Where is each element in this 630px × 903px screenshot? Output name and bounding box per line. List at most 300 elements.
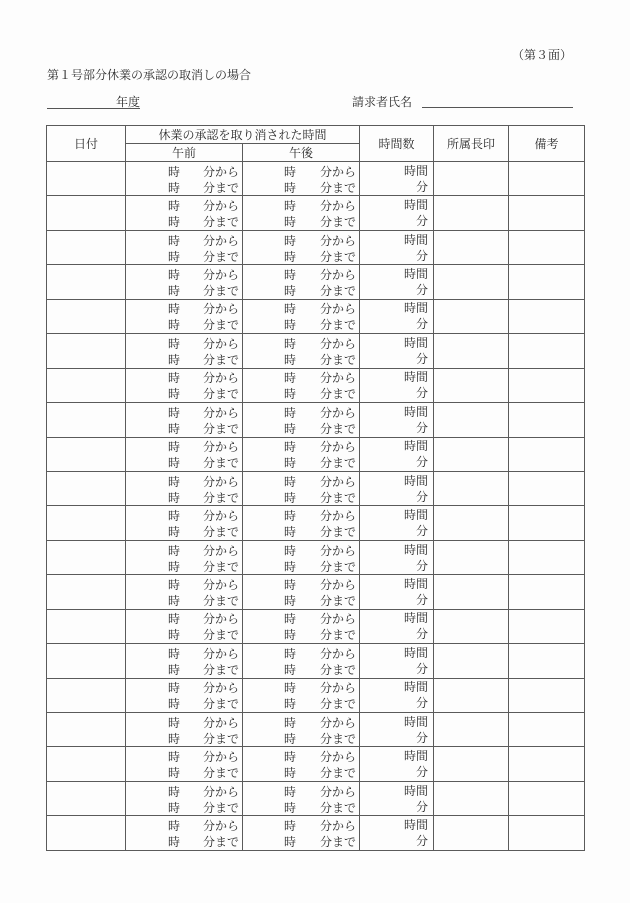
hours-count-cell[interactable] bbox=[360, 575, 434, 609]
remarks-cell[interactable] bbox=[509, 781, 585, 815]
hour-unit-label: 時 bbox=[284, 525, 297, 540]
minutes-unit-label: 分 bbox=[416, 592, 429, 607]
date-cell[interactable] bbox=[47, 540, 126, 574]
date-cell[interactable] bbox=[47, 196, 126, 230]
hour-unit-label: 時 bbox=[168, 784, 181, 799]
minutes-unit-label: 分 bbox=[416, 834, 429, 849]
hours-count-cell[interactable] bbox=[360, 162, 434, 196]
minute-from-label: 分から bbox=[203, 509, 240, 524]
date-cell[interactable] bbox=[47, 575, 126, 609]
am-time-cell[interactable] bbox=[126, 437, 243, 471]
hour-unit-label: 時 bbox=[168, 662, 181, 677]
minute-from-label: 分から bbox=[203, 543, 240, 558]
hour-unit-label: 時 bbox=[284, 800, 297, 815]
hour-unit-label: 時 bbox=[284, 371, 297, 386]
hour-unit-label: 時 bbox=[284, 249, 297, 264]
hour-unit-label: 時 bbox=[284, 164, 297, 179]
minute-from-label: 分から bbox=[203, 681, 240, 696]
supervisor-seal-cell[interactable] bbox=[434, 506, 509, 540]
pm-time-cell[interactable] bbox=[243, 678, 360, 712]
hour-unit-label: 時 bbox=[168, 628, 181, 643]
hour-unit-label: 時 bbox=[284, 835, 297, 850]
remarks-cell[interactable] bbox=[509, 162, 585, 196]
hour-unit-label: 時 bbox=[168, 819, 181, 834]
remarks-cell[interactable] bbox=[509, 368, 585, 402]
minute-until-label: 分まで bbox=[203, 697, 240, 712]
header-am: 午前 bbox=[126, 144, 243, 162]
minutes-unit-label: 分 bbox=[416, 661, 429, 676]
header-date: 日付 bbox=[47, 126, 126, 162]
date-cell[interactable] bbox=[47, 816, 126, 850]
am-time-cell[interactable] bbox=[126, 713, 243, 747]
hour-unit-label: 時 bbox=[168, 336, 181, 351]
hour-unit-label: 時 bbox=[284, 750, 297, 765]
minute-from-label: 分から bbox=[320, 509, 357, 524]
date-cell[interactable] bbox=[47, 437, 126, 471]
minute-until-label: 分まで bbox=[320, 249, 357, 264]
minute-until-label: 分まで bbox=[320, 215, 357, 230]
table-row bbox=[47, 747, 585, 781]
hour-unit-label: 時 bbox=[284, 766, 297, 781]
hours-count-cell[interactable] bbox=[360, 781, 434, 815]
hours-count-cell[interactable] bbox=[360, 678, 434, 712]
hour-unit-label: 時 bbox=[284, 697, 297, 712]
applicant-name-label: 請求者氏名 bbox=[352, 95, 413, 109]
minute-from-label: 分から bbox=[203, 577, 240, 592]
hours-unit-label: 時間 bbox=[404, 267, 429, 282]
date-cell[interactable] bbox=[47, 471, 126, 505]
minute-from-label: 分から bbox=[203, 371, 240, 386]
hour-unit-label: 時 bbox=[284, 421, 297, 436]
minute-from-label: 分から bbox=[320, 371, 357, 386]
pm-time-cell[interactable] bbox=[243, 368, 360, 402]
hour-unit-label: 時 bbox=[168, 800, 181, 815]
hour-unit-label: 時 bbox=[168, 405, 181, 420]
hours-unit-label: 時間 bbox=[404, 542, 429, 557]
minute-until-label: 分まで bbox=[203, 593, 240, 608]
hour-unit-label: 時 bbox=[168, 750, 181, 765]
remarks-cell[interactable] bbox=[509, 678, 585, 712]
hour-unit-label: 時 bbox=[168, 249, 181, 264]
minutes-unit-label: 分 bbox=[416, 524, 429, 539]
minutes-unit-label: 分 bbox=[416, 799, 429, 814]
minutes-unit-label: 分 bbox=[416, 558, 429, 573]
pm-time-cell[interactable] bbox=[243, 230, 360, 264]
remarks-cell[interactable] bbox=[509, 609, 585, 643]
hour-unit-label: 時 bbox=[284, 715, 297, 730]
hour-unit-label: 時 bbox=[168, 180, 181, 195]
hour-unit-label: 時 bbox=[168, 646, 181, 661]
hour-unit-label: 時 bbox=[284, 784, 297, 799]
minute-until-label: 分まで bbox=[320, 628, 357, 643]
pm-time-cell[interactable] bbox=[243, 781, 360, 815]
minute-until-label: 分まで bbox=[320, 284, 357, 299]
minute-from-label: 分から bbox=[203, 784, 240, 799]
hours-unit-label: 時間 bbox=[404, 163, 429, 178]
fiscal-year-label: 年度 bbox=[115, 95, 140, 109]
supervisor-seal-cell[interactable] bbox=[434, 575, 509, 609]
hours-count-cell[interactable] bbox=[360, 230, 434, 264]
minutes-unit-label: 分 bbox=[416, 317, 429, 332]
am-time-cell[interactable] bbox=[126, 471, 243, 505]
minute-from-label: 分から bbox=[203, 612, 240, 627]
pm-time-cell[interactable] bbox=[243, 265, 360, 299]
hour-unit-label: 時 bbox=[284, 318, 297, 333]
date-cell[interactable] bbox=[47, 334, 126, 368]
table-row bbox=[47, 162, 585, 196]
table-row bbox=[47, 437, 585, 471]
minute-until-label: 分まで bbox=[203, 284, 240, 299]
supervisor-seal-cell[interactable] bbox=[434, 437, 509, 471]
am-time-cell[interactable] bbox=[126, 403, 243, 437]
remarks-cell[interactable] bbox=[509, 644, 585, 678]
supervisor-seal-cell[interactable] bbox=[434, 747, 509, 781]
date-cell[interactable] bbox=[47, 713, 126, 747]
hour-unit-label: 時 bbox=[168, 593, 181, 608]
minutes-unit-label: 分 bbox=[416, 455, 429, 470]
remarks-cell[interactable] bbox=[509, 437, 585, 471]
remarks-cell[interactable] bbox=[509, 196, 585, 230]
minute-until-label: 分まで bbox=[320, 593, 357, 608]
minute-from-label: 分から bbox=[320, 164, 357, 179]
hours-unit-label: 時間 bbox=[404, 508, 429, 523]
hour-unit-label: 時 bbox=[168, 559, 181, 574]
date-cell[interactable] bbox=[47, 265, 126, 299]
minutes-unit-label: 分 bbox=[416, 730, 429, 745]
hours-unit-label: 時間 bbox=[404, 749, 429, 764]
hours-count-cell[interactable] bbox=[360, 437, 434, 471]
hours-count-cell[interactable] bbox=[360, 334, 434, 368]
supervisor-seal-cell[interactable] bbox=[434, 162, 509, 196]
minute-until-label: 分まで bbox=[320, 800, 357, 815]
hour-unit-label: 時 bbox=[284, 662, 297, 677]
minute-until-label: 分まで bbox=[320, 490, 357, 505]
minute-from-label: 分から bbox=[203, 715, 240, 730]
supervisor-seal-cell[interactable] bbox=[434, 781, 509, 815]
minute-until-label: 分まで bbox=[203, 766, 240, 781]
hours-unit-label: 時間 bbox=[404, 611, 429, 626]
hours-unit-label: 時間 bbox=[404, 439, 429, 454]
pm-time-cell[interactable] bbox=[243, 540, 360, 574]
minute-until-label: 分まで bbox=[203, 318, 240, 333]
hours-count-cell[interactable] bbox=[360, 747, 434, 781]
pm-time-cell[interactable] bbox=[243, 644, 360, 678]
date-cell[interactable] bbox=[47, 747, 126, 781]
table-row bbox=[47, 334, 585, 368]
hour-unit-label: 時 bbox=[168, 697, 181, 712]
minute-from-label: 分から bbox=[320, 819, 357, 834]
table-row bbox=[47, 644, 585, 678]
minutes-unit-label: 分 bbox=[416, 386, 429, 401]
remarks-cell[interactable] bbox=[509, 299, 585, 333]
minute-until-label: 分まで bbox=[203, 559, 240, 574]
hours-unit-label: 時間 bbox=[404, 404, 429, 419]
pm-time-cell[interactable] bbox=[243, 162, 360, 196]
minute-until-label: 分まで bbox=[320, 835, 357, 850]
hours-count-cell[interactable] bbox=[360, 816, 434, 850]
minute-until-label: 分まで bbox=[320, 352, 357, 367]
hour-unit-label: 時 bbox=[168, 318, 181, 333]
hours-count-cell[interactable] bbox=[360, 403, 434, 437]
date-cell[interactable] bbox=[47, 403, 126, 437]
date-cell[interactable] bbox=[47, 678, 126, 712]
hour-unit-label: 時 bbox=[168, 440, 181, 455]
form-title: 第１号部分休業の承認の取消しの場合 bbox=[47, 68, 252, 82]
remarks-cell[interactable] bbox=[509, 334, 585, 368]
hour-unit-label: 時 bbox=[168, 302, 181, 317]
hour-unit-label: 時 bbox=[284, 628, 297, 643]
supervisor-seal-cell[interactable] bbox=[434, 299, 509, 333]
minute-from-label: 分から bbox=[320, 543, 357, 558]
minute-until-label: 分まで bbox=[203, 628, 240, 643]
minute-from-label: 分から bbox=[203, 336, 240, 351]
pm-time-cell[interactable] bbox=[243, 403, 360, 437]
minute-from-label: 分から bbox=[320, 750, 357, 765]
remarks-cell[interactable] bbox=[509, 575, 585, 609]
table-row bbox=[47, 265, 585, 299]
remarks-cell[interactable] bbox=[509, 265, 585, 299]
supervisor-seal-cell[interactable] bbox=[434, 230, 509, 264]
hour-unit-label: 時 bbox=[168, 387, 181, 402]
pm-time-cell[interactable] bbox=[243, 437, 360, 471]
supervisor-seal-cell[interactable] bbox=[434, 196, 509, 230]
am-time-cell[interactable] bbox=[126, 334, 243, 368]
hour-unit-label: 時 bbox=[284, 509, 297, 524]
minute-from-label: 分から bbox=[203, 302, 240, 317]
hour-unit-label: 時 bbox=[284, 387, 297, 402]
remarks-cell[interactable] bbox=[509, 816, 585, 850]
remarks-cell[interactable] bbox=[509, 540, 585, 574]
minutes-unit-label: 分 bbox=[416, 283, 429, 298]
table-row bbox=[47, 299, 585, 333]
table-row bbox=[47, 196, 585, 230]
hour-unit-label: 時 bbox=[284, 577, 297, 592]
remarks-cell[interactable] bbox=[509, 747, 585, 781]
supervisor-seal-cell[interactable] bbox=[434, 644, 509, 678]
date-cell[interactable] bbox=[47, 644, 126, 678]
minute-from-label: 分から bbox=[203, 646, 240, 661]
am-time-cell[interactable] bbox=[126, 196, 243, 230]
hour-unit-label: 時 bbox=[284, 180, 297, 195]
table-row bbox=[47, 403, 585, 437]
am-time-cell[interactable] bbox=[126, 781, 243, 815]
hours-count-cell[interactable] bbox=[360, 265, 434, 299]
applicant-name-field[interactable] bbox=[422, 107, 573, 108]
minute-until-label: 分まで bbox=[320, 318, 357, 333]
hours-count-cell[interactable] bbox=[360, 713, 434, 747]
am-time-cell[interactable] bbox=[126, 575, 243, 609]
table-row bbox=[47, 471, 585, 505]
fiscal-year-field[interactable] bbox=[47, 93, 140, 109]
hours-count-cell[interactable] bbox=[360, 299, 434, 333]
minute-from-label: 分から bbox=[320, 715, 357, 730]
supervisor-seal-cell[interactable] bbox=[434, 403, 509, 437]
hours-count-cell[interactable] bbox=[360, 471, 434, 505]
am-time-cell[interactable] bbox=[126, 609, 243, 643]
hour-unit-label: 時 bbox=[284, 352, 297, 367]
supervisor-seal-cell[interactable] bbox=[434, 540, 509, 574]
am-time-cell[interactable] bbox=[126, 299, 243, 333]
hour-unit-label: 時 bbox=[284, 268, 297, 283]
hour-unit-label: 時 bbox=[168, 199, 181, 214]
supervisor-seal-cell[interactable] bbox=[434, 368, 509, 402]
hours-unit-label: 時間 bbox=[404, 301, 429, 316]
am-time-cell[interactable] bbox=[126, 678, 243, 712]
hours-count-cell[interactable] bbox=[360, 540, 434, 574]
hour-unit-label: 時 bbox=[284, 731, 297, 746]
date-cell[interactable] bbox=[47, 299, 126, 333]
hours-unit-label: 時間 bbox=[404, 680, 429, 695]
hour-unit-label: 時 bbox=[168, 268, 181, 283]
hours-count-cell[interactable] bbox=[360, 644, 434, 678]
hour-unit-label: 時 bbox=[168, 509, 181, 524]
supervisor-seal-cell[interactable] bbox=[434, 471, 509, 505]
supervisor-seal-cell[interactable] bbox=[434, 816, 509, 850]
pm-time-cell[interactable] bbox=[243, 816, 360, 850]
hour-unit-label: 時 bbox=[168, 215, 181, 230]
am-time-cell[interactable] bbox=[126, 747, 243, 781]
hour-unit-label: 時 bbox=[168, 681, 181, 696]
minute-from-label: 分から bbox=[203, 268, 240, 283]
hour-unit-label: 時 bbox=[168, 525, 181, 540]
table-row bbox=[47, 575, 585, 609]
supervisor-seal-cell[interactable] bbox=[434, 334, 509, 368]
supervisor-seal-cell[interactable] bbox=[434, 609, 509, 643]
pm-time-cell[interactable] bbox=[243, 471, 360, 505]
date-cell[interactable] bbox=[47, 230, 126, 264]
page-number-label: （第３面） bbox=[511, 48, 572, 62]
minute-from-label: 分から bbox=[320, 577, 357, 592]
minute-from-label: 分から bbox=[320, 784, 357, 799]
remarks-cell[interactable] bbox=[509, 506, 585, 540]
hour-unit-label: 時 bbox=[168, 233, 181, 248]
am-time-cell[interactable] bbox=[126, 162, 243, 196]
pm-time-cell[interactable] bbox=[243, 575, 360, 609]
hour-unit-label: 時 bbox=[168, 577, 181, 592]
hour-unit-label: 時 bbox=[168, 731, 181, 746]
am-time-cell[interactable] bbox=[126, 506, 243, 540]
hours-unit-label: 時間 bbox=[404, 783, 429, 798]
date-cell[interactable] bbox=[47, 368, 126, 402]
supervisor-seal-cell[interactable] bbox=[434, 713, 509, 747]
hour-unit-label: 時 bbox=[284, 456, 297, 471]
hour-unit-label: 時 bbox=[284, 646, 297, 661]
minutes-unit-label: 分 bbox=[416, 248, 429, 263]
remarks-cell[interactable] bbox=[509, 471, 585, 505]
hour-unit-label: 時 bbox=[168, 543, 181, 558]
remarks-cell[interactable] bbox=[509, 713, 585, 747]
hour-unit-label: 時 bbox=[284, 440, 297, 455]
table-row bbox=[47, 713, 585, 747]
pm-time-cell[interactable] bbox=[243, 334, 360, 368]
hours-unit-label: 時間 bbox=[404, 714, 429, 729]
date-cell[interactable] bbox=[47, 609, 126, 643]
hours-unit-label: 時間 bbox=[404, 232, 429, 247]
minute-from-label: 分から bbox=[320, 336, 357, 351]
header-hours: 時間数 bbox=[360, 126, 434, 162]
minute-until-label: 分まで bbox=[320, 731, 357, 746]
hour-unit-label: 時 bbox=[284, 233, 297, 248]
remarks-cell[interactable] bbox=[509, 230, 585, 264]
am-time-cell[interactable] bbox=[126, 644, 243, 678]
hour-unit-label: 時 bbox=[168, 612, 181, 627]
header-pm: 午後 bbox=[243, 144, 360, 162]
hours-count-cell[interactable] bbox=[360, 609, 434, 643]
cancellation-table bbox=[46, 125, 585, 851]
hours-unit-label: 時間 bbox=[404, 645, 429, 660]
hours-count-cell[interactable] bbox=[360, 506, 434, 540]
pm-time-cell[interactable] bbox=[243, 506, 360, 540]
minute-from-label: 分から bbox=[320, 612, 357, 627]
hour-unit-label: 時 bbox=[284, 681, 297, 696]
minute-from-label: 分から bbox=[203, 819, 240, 834]
hour-unit-label: 時 bbox=[168, 371, 181, 386]
am-time-cell[interactable] bbox=[126, 265, 243, 299]
minute-from-label: 分から bbox=[320, 233, 357, 248]
pm-time-cell[interactable] bbox=[243, 609, 360, 643]
minute-from-label: 分から bbox=[203, 750, 240, 765]
hours-count-cell[interactable] bbox=[360, 196, 434, 230]
hour-unit-label: 時 bbox=[284, 302, 297, 317]
am-time-cell[interactable] bbox=[126, 540, 243, 574]
header-cancelled-time: 休業の承認を取り消された時間 bbox=[126, 126, 360, 144]
table-row bbox=[47, 781, 585, 815]
header-remarks: 備考 bbox=[509, 126, 585, 162]
hour-unit-label: 時 bbox=[284, 593, 297, 608]
table-row bbox=[47, 816, 585, 850]
hours-unit-label: 時間 bbox=[404, 576, 429, 591]
hour-unit-label: 時 bbox=[168, 456, 181, 471]
hours-unit-label: 時間 bbox=[404, 818, 429, 833]
table-row bbox=[47, 540, 585, 574]
hours-count-cell[interactable] bbox=[360, 368, 434, 402]
hour-unit-label: 時 bbox=[168, 490, 181, 505]
minute-until-label: 分まで bbox=[203, 525, 240, 540]
hour-unit-label: 時 bbox=[168, 715, 181, 730]
minute-until-label: 分まで bbox=[203, 215, 240, 230]
am-time-cell[interactable] bbox=[126, 368, 243, 402]
am-time-cell[interactable] bbox=[126, 230, 243, 264]
pm-time-cell[interactable] bbox=[243, 299, 360, 333]
hour-unit-label: 時 bbox=[168, 284, 181, 299]
minute-from-label: 分から bbox=[203, 233, 240, 248]
hours-unit-label: 時間 bbox=[404, 370, 429, 385]
minutes-unit-label: 分 bbox=[416, 765, 429, 780]
pm-time-cell[interactable] bbox=[243, 747, 360, 781]
table-row bbox=[47, 609, 585, 643]
am-time-cell[interactable] bbox=[126, 816, 243, 850]
minute-from-label: 分から bbox=[320, 440, 357, 455]
supervisor-seal-cell[interactable] bbox=[434, 678, 509, 712]
remarks-cell[interactable] bbox=[509, 403, 585, 437]
minute-from-label: 分から bbox=[320, 268, 357, 283]
date-cell[interactable] bbox=[47, 506, 126, 540]
date-cell[interactable] bbox=[47, 781, 126, 815]
hour-unit-label: 時 bbox=[284, 284, 297, 299]
hour-unit-label: 時 bbox=[284, 405, 297, 420]
date-cell[interactable] bbox=[47, 162, 126, 196]
hour-unit-label: 時 bbox=[284, 474, 297, 489]
minute-until-label: 分まで bbox=[320, 525, 357, 540]
minute-until-label: 分まで bbox=[320, 766, 357, 781]
pm-time-cell[interactable] bbox=[243, 713, 360, 747]
header-supervisor-seal: 所属長印 bbox=[434, 126, 509, 162]
supervisor-seal-cell[interactable] bbox=[434, 265, 509, 299]
minute-until-label: 分まで bbox=[203, 835, 240, 850]
hour-unit-label: 時 bbox=[284, 559, 297, 574]
hour-unit-label: 時 bbox=[284, 215, 297, 230]
pm-time-cell[interactable] bbox=[243, 196, 360, 230]
